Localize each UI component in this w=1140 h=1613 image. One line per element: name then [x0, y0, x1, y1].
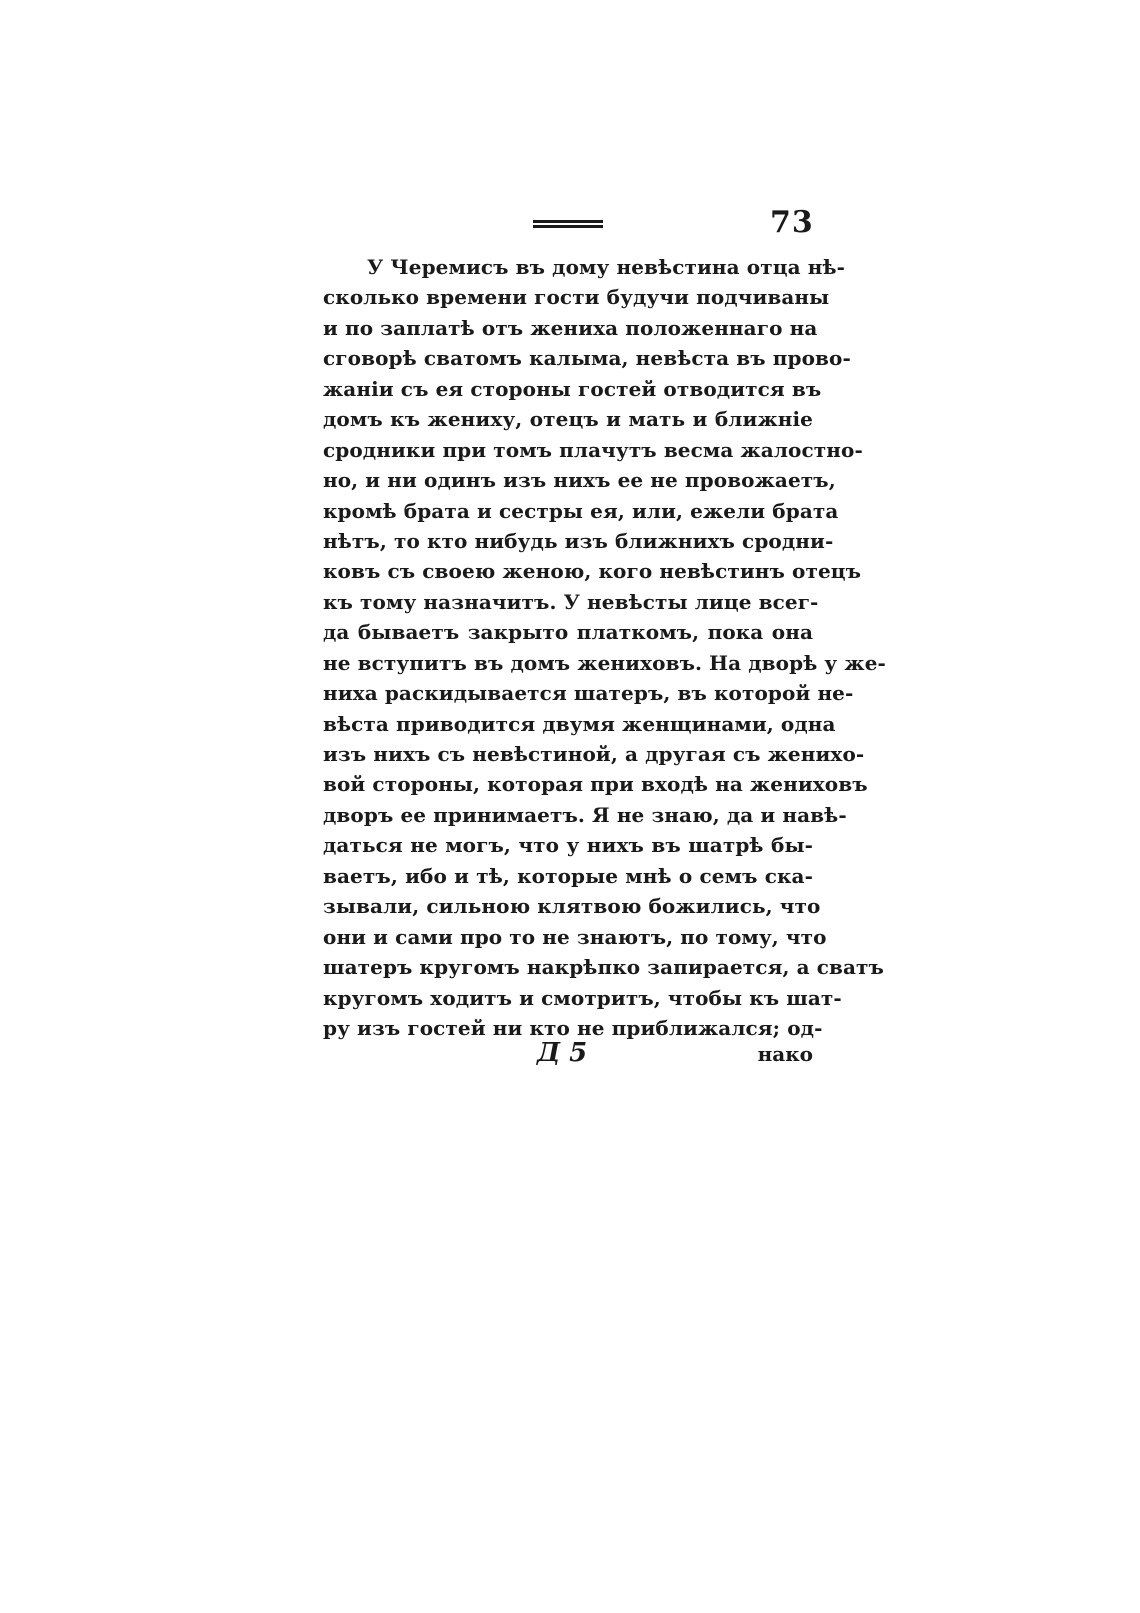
header-rule: [533, 220, 603, 230]
text-line: изъ нихъ съ невѣстиной, а другая съ женихо-: [323, 742, 865, 766]
text-line: сговорѣ сватомъ калыма, невѣста въ прово-: [323, 346, 851, 371]
text-line: домъ къ жениху, отецъ и мать и ближнiе: [323, 407, 813, 432]
page-number: 73: [770, 205, 814, 240]
text-line: вѣста приводится двумя женщинами, одна: [323, 711, 836, 736]
text-line: жанiи съ ея стороны гостей отводится въ: [323, 376, 822, 401]
text-line: къ тому назначитъ. У невѣсты лице всег-: [323, 589, 819, 614]
text-line: шатеръ кругомъ накрѣпко запирается, а сватъ: [323, 955, 884, 980]
text-line: сродники при томъ плачутъ весма жалостно-: [323, 437, 863, 462]
text-line: но, и ни одинъ изъ нихъ ее не провожаетъ,: [323, 468, 836, 493]
text-line: У Черемисъ въ дому невѣстина отца нѣ-: [367, 255, 846, 279]
text-line: они и сами про то не знаютъ, по тому, что: [323, 924, 827, 949]
text-line: дворъ ее принимаетъ. Я не знаю, да и навѣ-: [323, 802, 847, 827]
text-line: нѣтъ, то кто нибудь изъ ближнихъ сродни-: [323, 528, 834, 553]
page-footer: [323, 1038, 813, 1072]
text-line: кромѣ брата и сестры ея, или, ежели брата: [323, 498, 839, 523]
text-line: ваетъ, ибо и тѣ, которые мнѣ о семъ ска-: [323, 863, 813, 888]
text-line: ру изъ гостей ни кто не приближался; од-: [323, 1015, 823, 1040]
text-line: не вступитъ въ домъ жениховъ. На дворѣ у же-: [323, 650, 886, 675]
text-line: ковъ съ своею женою, кого невѣстинъ отецъ: [323, 559, 862, 584]
catchword: нако: [757, 1042, 813, 1066]
text-line: сколько времени гости будучи подчиваны: [323, 285, 830, 310]
text-line: зывали, сильною клятвою божились, что: [323, 894, 821, 919]
text-line: ниха раскидывается шатеръ, въ которой не-: [323, 681, 854, 706]
header-rule-line: [533, 225, 603, 228]
signature-mark: Д 5: [537, 1038, 588, 1068]
text-line: и по заплатѣ отъ жениха положеннаго на: [323, 315, 818, 340]
header-rule-line: [533, 220, 603, 223]
text-line: да бываетъ закрыто платкомъ, пока она: [323, 620, 813, 645]
text-line: вой стороны, которая при входѣ на жениховъ: [323, 772, 868, 797]
body-text: [323, 252, 886, 1043]
text-line: даться не могъ, что у нихъ въ шатрѣ бы-: [323, 833, 813, 858]
text-line: кругомъ ходитъ и смотритъ, чтобы къ шат-: [323, 985, 842, 1010]
